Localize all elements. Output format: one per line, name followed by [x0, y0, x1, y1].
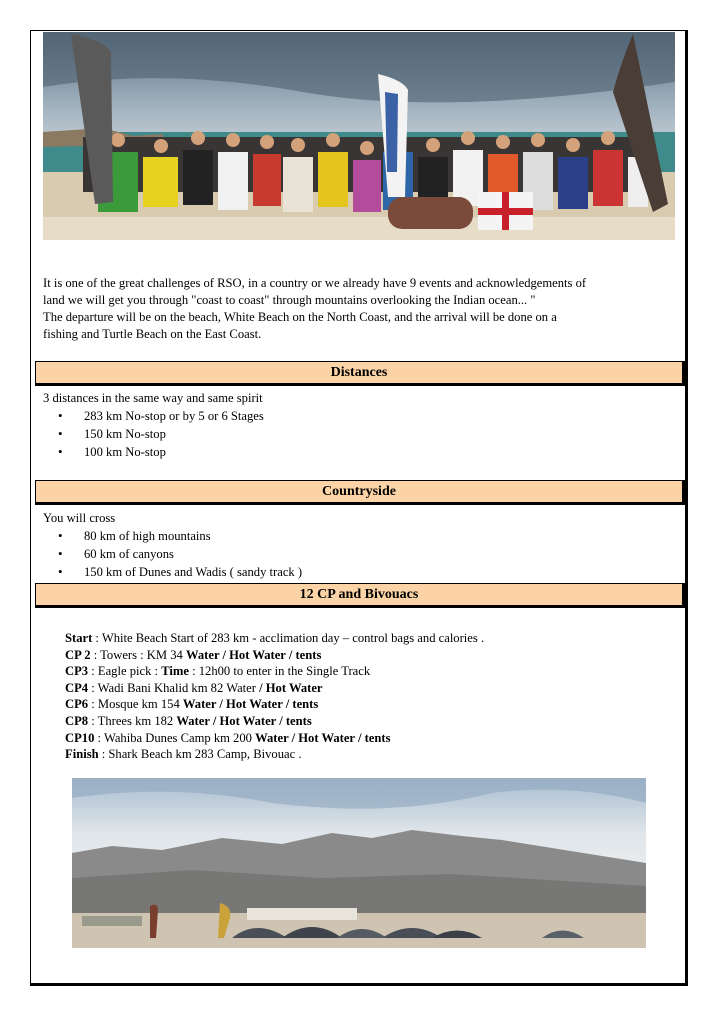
countryside-intro: You will cross: [43, 511, 116, 525]
list-item: • 60 km of canyons: [58, 545, 302, 563]
intro-line: The departure will be on the beach, White Beach on the North Coast, and the arrival will be done on a: [43, 310, 557, 324]
distances-list: [58, 407, 264, 461]
checkpoints-header: 12 CP and Bivouacs: [35, 583, 685, 608]
intro-line: fishing and Turtle Beach on the East Coast.: [43, 327, 262, 341]
distances-header: Distances: [35, 361, 685, 386]
checkpoint-row: Start : White Beach Start of 283 km - acclimation day – control bags and calories .: [65, 631, 485, 645]
intro-paragraph: [43, 275, 678, 343]
checkpoint-row: CP6 : Mosque km 154 Water / Hot Water / tents: [65, 697, 319, 712]
checkpoint-row: CP 2 : Towers : KM 34 Water / Hot Water / tents: [65, 647, 322, 662]
distances-intro: 3 distances in the same way and same spirit: [43, 391, 263, 405]
intro-line: land we will get you through "coast to coast" through mountains overlooking the Indian ocean... ": [43, 293, 536, 307]
list-item: • 80 km of high mountains: [58, 527, 302, 545]
checkpoint-row: Finish : Shark Beach km 283 Camp, Bivouac .: [65, 747, 302, 762]
countryside-list: [58, 527, 302, 581]
intro-line: It is one of the great challenges of RSO, in a country or we already have 9 events and acknowledgements of: [43, 276, 587, 290]
list-item: • 150 km No-stop: [58, 425, 264, 443]
checkpoint-row: CP3 : Eagle pick : Time : 12h00 to enter in the Single Track: [65, 664, 371, 679]
checkpoint-row: CP8 : Threes km 182 Water / Hot Water / tents: [65, 713, 312, 728]
checkpoint-row: CP10 : Wahiba Dunes Camp km 200 Water / Hot Water / tents: [65, 730, 391, 745]
checkpoint-list: [65, 630, 484, 763]
camp-photo: [72, 778, 646, 948]
checkpoint-row: CP4 : Wadi Bani Khalid km 82 Water / Hot Water: [65, 680, 323, 695]
list-item: • 100 km No-stop: [58, 443, 264, 461]
list-item: • 283 km No-stop or by 5 or 6 Stages: [58, 407, 264, 425]
list-item: • 150 km of Dunes and Wadis ( sandy track ): [58, 563, 302, 581]
group-photo: [43, 32, 675, 240]
countryside-header: Countryside: [35, 480, 685, 505]
